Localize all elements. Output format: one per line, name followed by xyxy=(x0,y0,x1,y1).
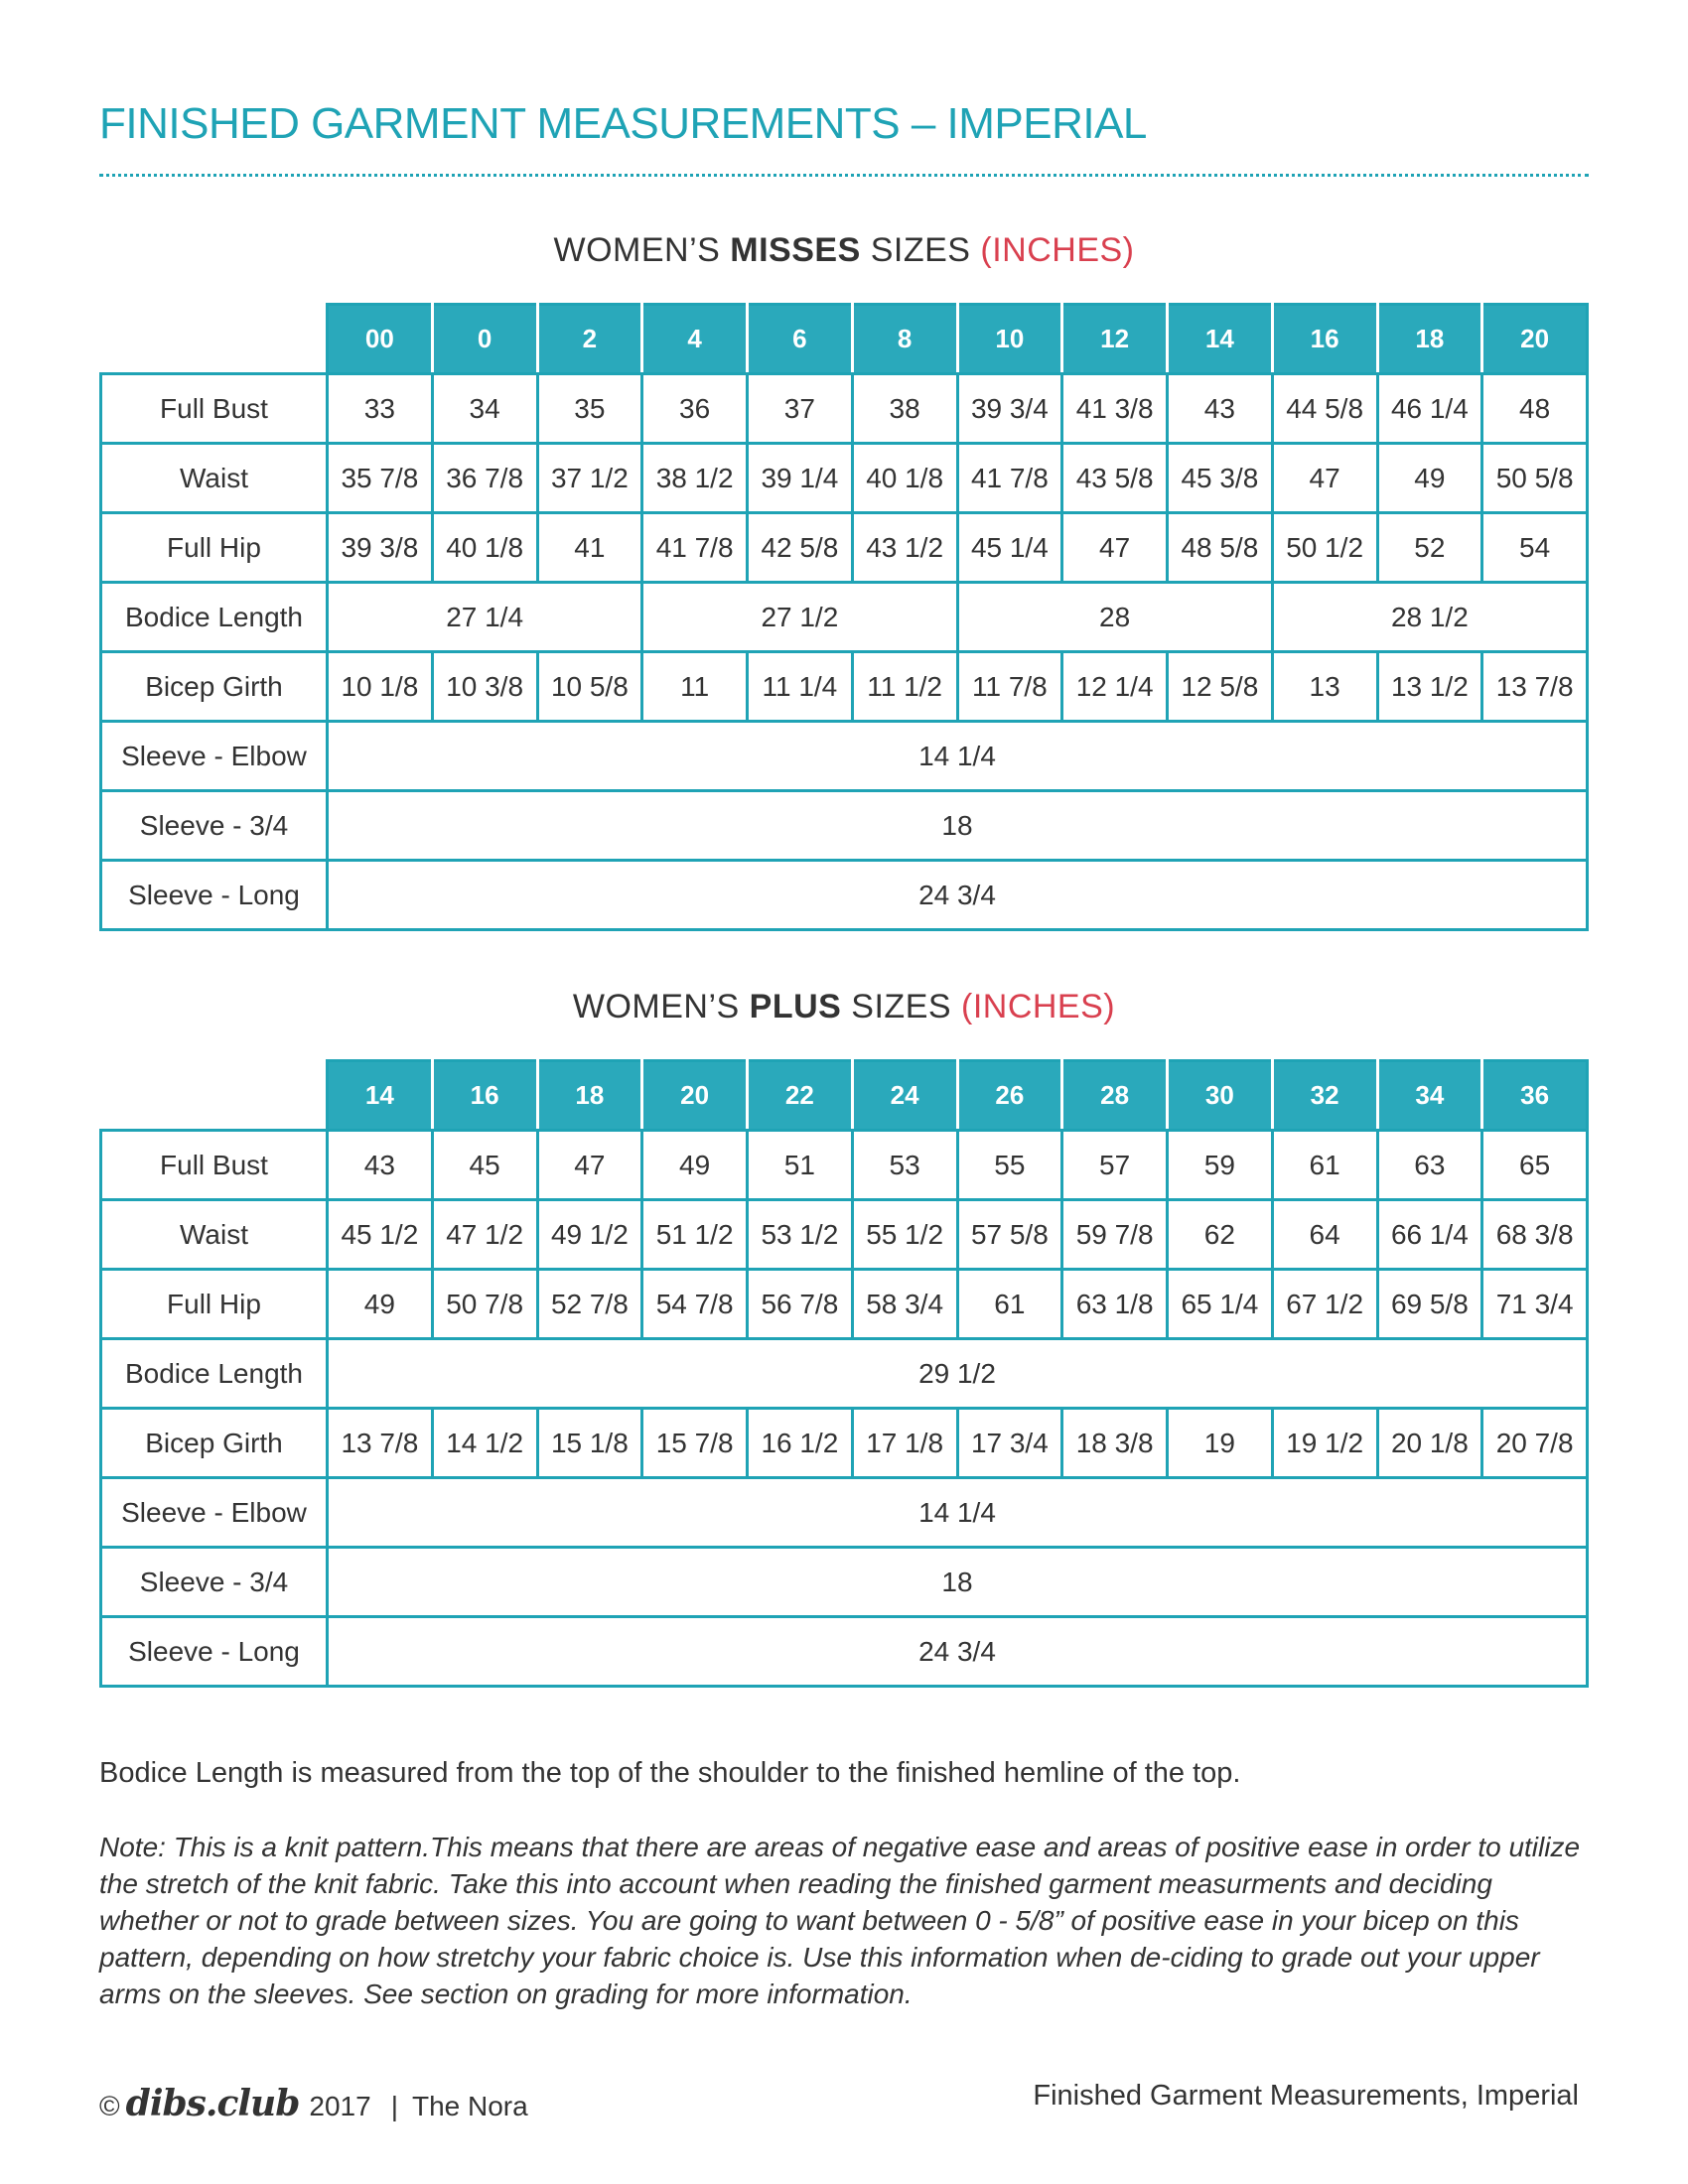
table-cell: 49 1/2 xyxy=(537,1200,642,1270)
size-header: 28 xyxy=(1062,1061,1168,1131)
table-cell: 43 1/2 xyxy=(852,513,957,583)
knit-pattern-note: Note: This is a knit pattern.This means that there are areas of negative ease and areas of positive ease in order to utilize the stretch of the knit fabric. Take this into account when reading the finished garment measurments and deciding whether or not to grade between sizes. You are going to want between 0 - 5/8” of positive ease in your bicep on this pattern, depending on how stretchy your fabric choice is. Use this information when de-ciding to grade out your upper arms on the sleeves. See section on grading for more information. xyxy=(99,1832,1581,2009)
plus-title-unit: (INCHES) xyxy=(961,988,1116,1025)
table-cell: 13 1/2 xyxy=(1377,652,1482,722)
table-row xyxy=(101,861,1588,930)
size-header: 24 xyxy=(852,1061,957,1131)
table-cell: 17 3/4 xyxy=(957,1409,1062,1478)
table-cell: 40 1/8 xyxy=(432,513,537,583)
size-header-row xyxy=(101,1061,1588,1131)
table-cell: 48 xyxy=(1482,374,1588,444)
size-header: 20 xyxy=(642,1061,748,1131)
table-cell: 51 xyxy=(748,1131,853,1200)
table-cell: 19 xyxy=(1168,1409,1273,1478)
size-header: 26 xyxy=(957,1061,1062,1131)
plus-title-mid: SIZES xyxy=(841,988,961,1025)
table-cell: 11 xyxy=(642,652,748,722)
table-cell: 19 1/2 xyxy=(1272,1409,1377,1478)
table-cell: 39 1/4 xyxy=(748,444,853,513)
table-cell: 63 xyxy=(1377,1131,1482,1200)
table-cell: 41 7/8 xyxy=(957,444,1062,513)
table-cell: 62 xyxy=(1168,1200,1273,1270)
table-cell: 11 1/2 xyxy=(852,652,957,722)
table-cell: 51 1/2 xyxy=(642,1200,748,1270)
table-cell: 11 1/4 xyxy=(748,652,853,722)
plus-section-title xyxy=(99,988,1589,1026)
table-cell: 63 1/8 xyxy=(1062,1270,1168,1339)
size-header: 00 xyxy=(328,305,433,374)
table-cell: 35 xyxy=(537,374,642,444)
table-cell: 18 xyxy=(328,1548,1588,1617)
table-cell: 24 3/4 xyxy=(328,861,1588,930)
row-label: Waist xyxy=(101,444,328,513)
size-header: 6 xyxy=(748,305,853,374)
table-cell: 52 xyxy=(1377,513,1482,583)
table-cell: 47 xyxy=(1272,444,1377,513)
table-cell: 39 3/4 xyxy=(957,374,1062,444)
table-cell: 10 5/8 xyxy=(537,652,642,722)
table-cell: 69 5/8 xyxy=(1377,1270,1482,1339)
plus-size-table xyxy=(99,1059,1589,1688)
copyright-symbol: © xyxy=(99,2091,120,2121)
bodice-length-note: Bodice Length is measured from the top of the shoulder to the finished hemline of the top. xyxy=(99,1757,1241,1789)
size-header: 14 xyxy=(328,1061,433,1131)
footer-brand xyxy=(99,2083,528,2124)
size-header: 12 xyxy=(1062,305,1168,374)
row-label: Sleeve - Long xyxy=(101,861,328,930)
table-row xyxy=(101,1548,1588,1617)
table-cell: 34 xyxy=(432,374,537,444)
table-cell: 61 xyxy=(957,1270,1062,1339)
table-row xyxy=(101,1409,1588,1478)
table-cell: 13 7/8 xyxy=(1482,652,1588,722)
table-cell: 36 xyxy=(642,374,748,444)
size-header: 18 xyxy=(1377,305,1482,374)
table-cell: 49 xyxy=(1377,444,1482,513)
row-label: Waist xyxy=(101,1200,328,1270)
row-label: Bodice Length xyxy=(101,583,328,652)
table-cell: 42 5/8 xyxy=(748,513,853,583)
table-cell: 50 5/8 xyxy=(1482,444,1588,513)
table-row xyxy=(101,1131,1588,1200)
row-label: Bicep Girth xyxy=(101,1409,328,1478)
table-cell: 18 xyxy=(328,791,1588,861)
table-cell: 17 1/8 xyxy=(852,1409,957,1478)
plus-title-pre: WOMEN’S xyxy=(572,988,750,1025)
misses-title-pre: WOMEN’S xyxy=(553,231,731,269)
table-cell: 49 xyxy=(328,1270,433,1339)
table-cell: 44 5/8 xyxy=(1272,374,1377,444)
table-row xyxy=(101,1617,1588,1687)
table-cell: 11 7/8 xyxy=(957,652,1062,722)
table-cell: 50 1/2 xyxy=(1272,513,1377,583)
table-cell: 14 1/2 xyxy=(432,1409,537,1478)
table-cell: 14 1/4 xyxy=(328,722,1588,791)
table-cell: 53 1/2 xyxy=(748,1200,853,1270)
title-divider xyxy=(99,174,1589,177)
table-cell: 36 7/8 xyxy=(432,444,537,513)
header-corner xyxy=(101,305,328,374)
table-cell: 28 xyxy=(957,583,1272,652)
misses-section-title xyxy=(99,231,1589,270)
row-label: Full Bust xyxy=(101,1131,328,1200)
footer-pattern-name: The Nora xyxy=(411,2091,528,2121)
table-cell: 12 5/8 xyxy=(1168,652,1273,722)
row-label: Full Hip xyxy=(101,513,328,583)
table-cell: 67 1/2 xyxy=(1272,1270,1377,1339)
table-cell: 13 xyxy=(1272,652,1377,722)
table-cell: 10 3/8 xyxy=(432,652,537,722)
table-cell: 39 3/8 xyxy=(328,513,433,583)
table-cell: 66 1/4 xyxy=(1377,1200,1482,1270)
table-cell: 53 xyxy=(852,1131,957,1200)
table-row xyxy=(101,374,1588,444)
size-header: 32 xyxy=(1272,1061,1377,1131)
table-cell: 24 3/4 xyxy=(328,1617,1588,1687)
table-cell: 43 xyxy=(1168,374,1273,444)
table-cell: 46 1/4 xyxy=(1377,374,1482,444)
size-header: 8 xyxy=(852,305,957,374)
table-cell: 57 5/8 xyxy=(957,1200,1062,1270)
table-row xyxy=(101,513,1588,583)
table-row xyxy=(101,1339,1588,1409)
table-cell: 28 1/2 xyxy=(1272,583,1587,652)
misses-title-unit: (INCHES) xyxy=(980,231,1135,269)
table-cell: 38 1/2 xyxy=(642,444,748,513)
table-cell: 45 1/2 xyxy=(328,1200,433,1270)
table-cell: 50 7/8 xyxy=(432,1270,537,1339)
table-cell: 15 7/8 xyxy=(642,1409,748,1478)
table-cell: 12 1/4 xyxy=(1062,652,1168,722)
table-cell: 33 xyxy=(328,374,433,444)
table-cell: 48 5/8 xyxy=(1168,513,1273,583)
row-label: Sleeve - Long xyxy=(101,1617,328,1687)
table-cell: 59 7/8 xyxy=(1062,1200,1168,1270)
size-header: 10 xyxy=(957,305,1062,374)
table-cell: 68 3/8 xyxy=(1482,1200,1588,1270)
table-cell: 54 7/8 xyxy=(642,1270,748,1339)
header-corner xyxy=(101,1061,328,1131)
footer-year: 2017 xyxy=(309,2091,371,2121)
size-header: 4 xyxy=(642,305,748,374)
table-cell: 55 1/2 xyxy=(852,1200,957,1270)
size-header: 2 xyxy=(537,305,642,374)
table-cell: 27 1/2 xyxy=(642,583,957,652)
footer-separator: | xyxy=(390,2091,398,2121)
table-cell: 40 1/8 xyxy=(852,444,957,513)
row-label: Sleeve - 3/4 xyxy=(101,791,328,861)
misses-title-mid: SIZES xyxy=(860,231,981,269)
row-label: Full Bust xyxy=(101,374,328,444)
table-cell: 16 1/2 xyxy=(748,1409,853,1478)
size-header: 0 xyxy=(432,305,537,374)
table-cell: 47 xyxy=(1062,513,1168,583)
table-cell: 55 xyxy=(957,1131,1062,1200)
table-row xyxy=(101,652,1588,722)
row-label: Sleeve - Elbow xyxy=(101,722,328,791)
table-cell: 49 xyxy=(642,1131,748,1200)
row-label: Sleeve - 3/4 xyxy=(101,1548,328,1617)
table-cell: 47 1/2 xyxy=(432,1200,537,1270)
table-cell: 41 xyxy=(537,513,642,583)
table-cell: 45 1/4 xyxy=(957,513,1062,583)
table-cell: 65 xyxy=(1482,1131,1588,1200)
footer-page-label: Finished Garment Measurements, Imperial xyxy=(1033,2080,1579,2112)
table-cell: 35 7/8 xyxy=(328,444,433,513)
table-cell: 27 1/4 xyxy=(328,583,642,652)
table-cell: 52 7/8 xyxy=(537,1270,642,1339)
size-header: 14 xyxy=(1168,305,1273,374)
table-cell: 37 1/2 xyxy=(537,444,642,513)
table-cell: 56 7/8 xyxy=(748,1270,853,1339)
row-label: Bicep Girth xyxy=(101,652,328,722)
size-header: 30 xyxy=(1168,1061,1273,1131)
table-cell: 45 xyxy=(432,1131,537,1200)
table-row xyxy=(101,722,1588,791)
plus-title-bold: PLUS xyxy=(749,988,842,1025)
table-cell: 29 1/2 xyxy=(328,1339,1588,1409)
table-cell: 43 5/8 xyxy=(1062,444,1168,513)
size-header: 20 xyxy=(1482,305,1588,374)
size-header-row xyxy=(101,305,1588,374)
table-cell: 10 1/8 xyxy=(328,652,433,722)
row-label: Full Hip xyxy=(101,1270,328,1339)
table-cell: 14 1/4 xyxy=(328,1478,1588,1548)
table-row xyxy=(101,1478,1588,1548)
row-label: Sleeve - Elbow xyxy=(101,1478,328,1548)
table-cell: 15 1/8 xyxy=(537,1409,642,1478)
page-title: FINISHED GARMENT MEASUREMENTS – IMPERIAL xyxy=(99,99,1147,148)
table-cell: 54 xyxy=(1482,513,1588,583)
table-row xyxy=(101,791,1588,861)
table-cell: 20 7/8 xyxy=(1482,1409,1588,1478)
misses-title-bold: MISSES xyxy=(730,231,861,269)
table-cell: 47 xyxy=(537,1131,642,1200)
table-cell: 45 3/8 xyxy=(1168,444,1273,513)
table-cell: 20 1/8 xyxy=(1377,1409,1482,1478)
table-cell: 57 xyxy=(1062,1131,1168,1200)
brand-logo: dibs.club xyxy=(125,2083,300,2124)
table-cell: 59 xyxy=(1168,1131,1273,1200)
table-cell: 37 xyxy=(748,374,853,444)
table-cell: 65 1/4 xyxy=(1168,1270,1273,1339)
table-cell: 43 xyxy=(328,1131,433,1200)
size-header: 34 xyxy=(1377,1061,1482,1131)
table-cell: 61 xyxy=(1272,1131,1377,1200)
table-row xyxy=(101,1270,1588,1339)
table-cell: 13 7/8 xyxy=(328,1409,433,1478)
table-cell: 71 3/4 xyxy=(1482,1270,1588,1339)
table-cell: 64 xyxy=(1272,1200,1377,1270)
table-cell: 58 3/4 xyxy=(852,1270,957,1339)
size-header: 18 xyxy=(537,1061,642,1131)
table-row xyxy=(101,444,1588,513)
table-cell: 41 7/8 xyxy=(642,513,748,583)
size-header: 16 xyxy=(432,1061,537,1131)
table-row xyxy=(101,583,1588,652)
size-header: 16 xyxy=(1272,305,1377,374)
size-header: 36 xyxy=(1482,1061,1588,1131)
row-label: Bodice Length xyxy=(101,1339,328,1409)
table-cell: 41 3/8 xyxy=(1062,374,1168,444)
table-row xyxy=(101,1200,1588,1270)
table-cell: 18 3/8 xyxy=(1062,1409,1168,1478)
misses-size-table xyxy=(99,303,1589,931)
table-cell: 38 xyxy=(852,374,957,444)
size-header: 22 xyxy=(748,1061,853,1131)
